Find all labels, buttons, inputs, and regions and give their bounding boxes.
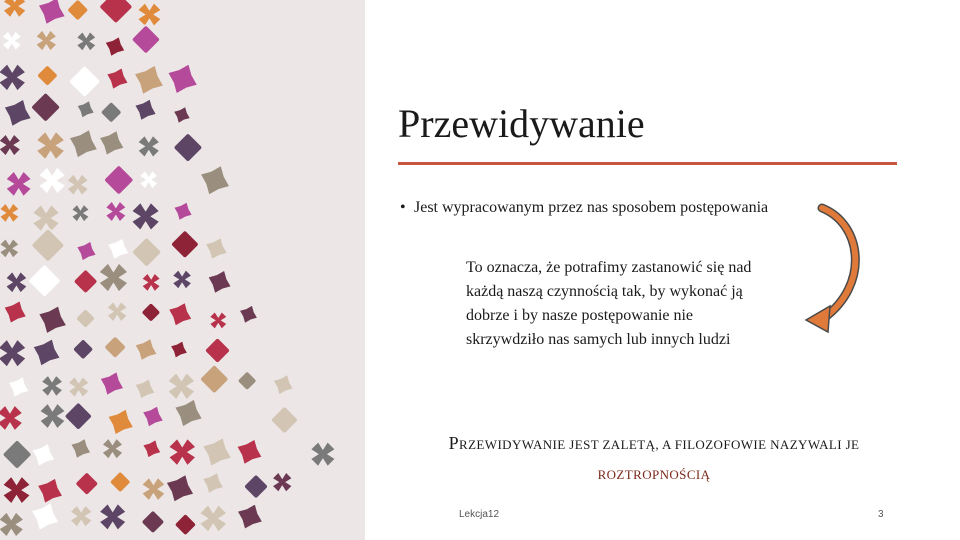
conclusion-part-1: RZEWIDYWANIE JEST ZALETĄ bbox=[459, 437, 656, 452]
title-underline bbox=[398, 162, 897, 165]
explanation-text bbox=[466, 256, 836, 352]
conclusion-line-2: ROZTROPNOŚCIĄ bbox=[597, 467, 711, 482]
bullet-dot-icon: • bbox=[400, 199, 406, 216]
bullet-text: Jest wypracowanym przez nas sposobem postępowania bbox=[414, 199, 769, 216]
explanation-line: dobrze i by nasze postępowanie nie bbox=[466, 307, 694, 324]
explanation-line: każdą naszą czynnością tak, by wykonać ją bbox=[466, 283, 743, 300]
page-number: 3 bbox=[878, 509, 884, 520]
conclusion-initial: P bbox=[448, 433, 460, 453]
conclusion-part-2: , A FILOZOFOWIE NAZYWALI JE bbox=[655, 437, 860, 452]
explanation-line: skrzywdziło nas samych lub innych ludzi bbox=[466, 331, 731, 348]
curved-arrow-icon bbox=[800, 202, 870, 337]
conclusion-line-1 bbox=[399, 428, 909, 460]
mosaic-pattern-decoration bbox=[0, 0, 365, 540]
bullet-item bbox=[400, 197, 768, 219]
slide-title: Przewidywanie bbox=[398, 101, 645, 146]
conclusion-text bbox=[399, 428, 909, 490]
explanation-line: To oznacza, że potrafimy zastanowić się nad bbox=[466, 259, 752, 276]
footer-lesson-label: Lekcja12 bbox=[459, 509, 500, 520]
